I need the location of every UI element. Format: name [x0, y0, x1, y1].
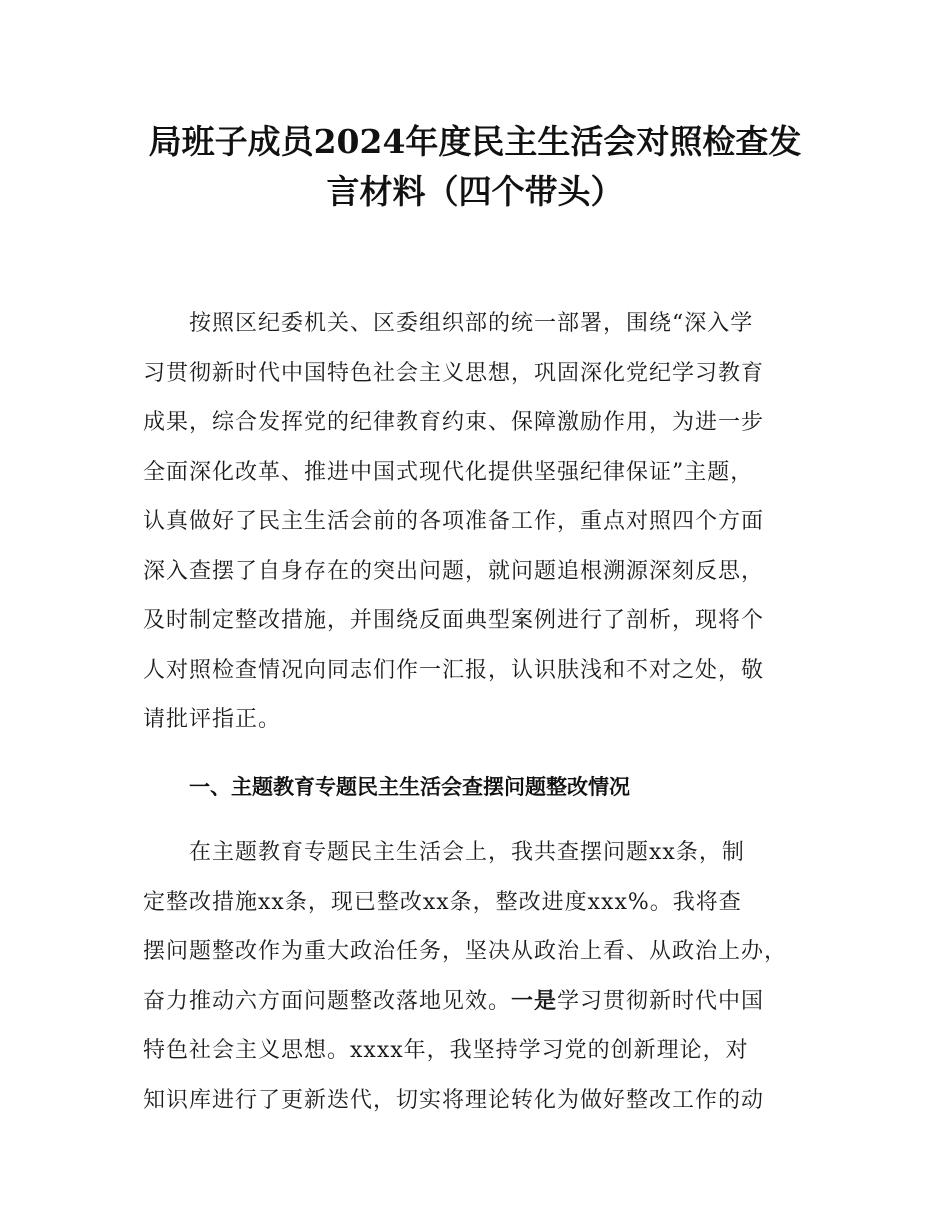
- paragraph-line: 全面深化改革、推进中国式现代化提供坚强纪律保证”主题，: [143, 459, 754, 485]
- paragraph-line: 认真做好了民主生活会前的各项准备工作，重点对照四个方面: [143, 509, 765, 534]
- section-heading: 一、主题教育专题民主生活会查摆问题整改情况: [189, 775, 630, 799]
- paragraph-line: 成果，综合发挥党的纪律教育约束、保障激励作用，为进一步: [143, 410, 765, 435]
- paragraph-line: 深入查摆了自身存在的突出问题，就问题追根溯源深刻反思，: [143, 558, 765, 584]
- title-line-1: 局班子成员2024年度民主生活会对照检查发: [148, 122, 802, 161]
- paragraph-line: 及时制定整改措施，并围绕反面典型案例进行了剖析，现将个: [143, 608, 765, 633]
- paragraph-line: 在主题教育专题民主生活会上，我共查摆问题xx条，制: [189, 840, 745, 865]
- paragraph-line: 定整改措施xx条，现已整改xx条，整改进度xxx%。我将查: [143, 889, 742, 915]
- paragraph-line: 人对照检查情况向同志们作一汇报，认识肤浅和不对之处，敬: [143, 657, 765, 683]
- paragraph-line: [143, 977, 823, 1027]
- paragraph-line: 摆问题整改作为重大政治任务，坚决从政治上看、从政治上办，: [143, 939, 788, 964]
- bold-marker: 一是: [511, 988, 558, 1014]
- text-run: 学习贯彻新时代中国: [557, 988, 765, 1014]
- paragraph-line: 特色社会主义思想。xxxx年，我坚持学习党的创新理论，对: [143, 1038, 749, 1063]
- intro-paragraph: [143, 299, 823, 745]
- document-title: [110, 117, 840, 217]
- paragraph-line: 习贯彻新时代中国特色社会主义思想，巩固深化党纪学习教育: [143, 360, 765, 386]
- text-run: 奋力推动六方面问题整改落地见效。: [143, 988, 512, 1014]
- paragraph-line: 请批评指正。: [143, 707, 282, 732]
- paragraph-line: 知识库进行了更新迭代，切实将理论转化为做好整改工作的动: [143, 1087, 765, 1113]
- rectification-paragraph: [143, 828, 823, 1125]
- paragraph-line: 按照区纪委机关、区委组织部的统一部署，围绕“深入学: [189, 311, 754, 336]
- title-line-2: 言材料（四个带头）: [326, 172, 624, 211]
